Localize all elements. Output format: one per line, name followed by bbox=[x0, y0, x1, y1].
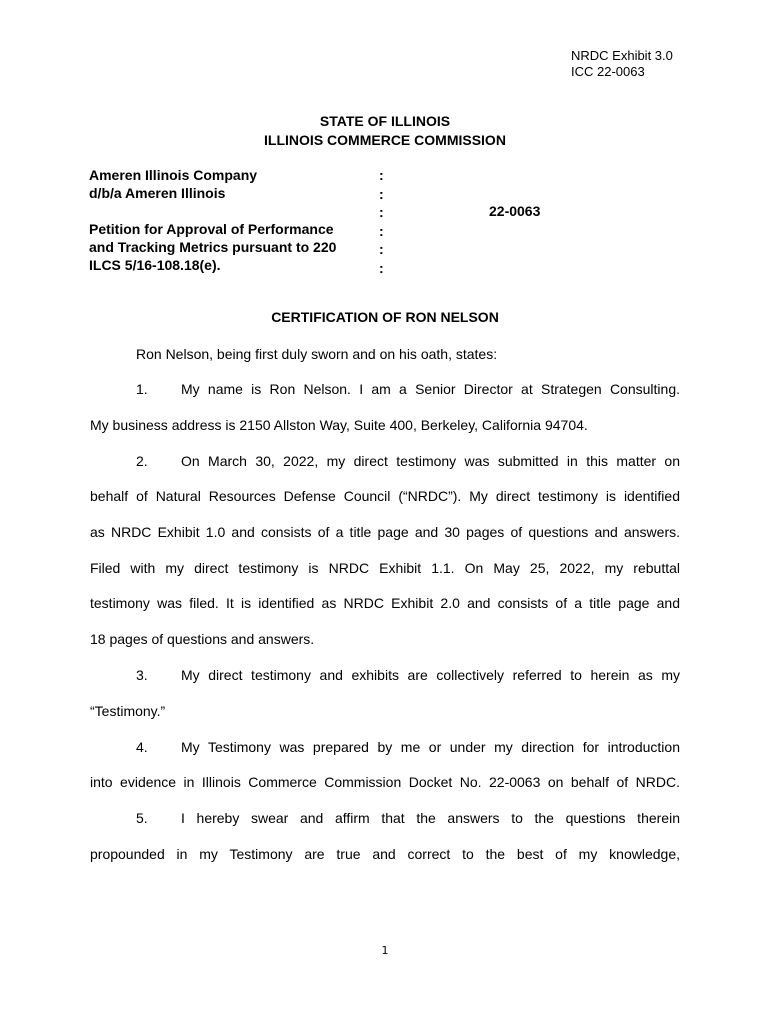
case-caption bbox=[89, 166, 379, 274]
paragraph-number: 5. bbox=[136, 810, 148, 826]
caption-colon: : bbox=[379, 185, 384, 202]
state-heading: STATE OF ILLINOIS bbox=[319, 113, 451, 129]
paragraph-line: My business address is 2150 Allston Way, Suite 400, Berkeley, California 94704. bbox=[90, 417, 588, 433]
paragraph-line: Filed with my direct testimony is NRDC Exhibit 1.1. On May 25, 2022, my rebuttal bbox=[90, 560, 680, 576]
caption-colon: : bbox=[379, 167, 384, 183]
paragraph-line: testimony was filed. It is identified as NRDC Exhibit 2.0 and consists of a title page and bbox=[90, 595, 680, 611]
petition-line: ILCS 5/16-108.18(e). bbox=[89, 257, 221, 273]
caption-colon: : bbox=[379, 222, 384, 239]
paragraph-line: as NRDC Exhibit 1.0 and consists of a title page and 30 pages of questions and answers. bbox=[90, 524, 680, 540]
page-number: 1 bbox=[381, 944, 389, 957]
paragraph-number: 1. bbox=[136, 381, 148, 397]
party-name: Ameren Illinois Company bbox=[89, 167, 258, 183]
caption-colon: : bbox=[379, 259, 384, 276]
paragraph-line: propounded in my Testimony are true and correct to the best of my knowledge, bbox=[90, 846, 680, 862]
exhibit-number: NRDC Exhibit 3.0 bbox=[571, 48, 673, 63]
party-dba: d/b/a Ameren Illinois bbox=[89, 185, 226, 201]
petition-line: Petition for Approval of Performance bbox=[89, 221, 334, 237]
paragraph-line: 18 pages of questions and answers. bbox=[90, 631, 315, 647]
paragraph-number: 3. bbox=[136, 667, 148, 683]
docket-reference: ICC 22-0063 bbox=[571, 64, 645, 79]
certification-title: CERTIFICATION OF RON NELSON bbox=[271, 309, 499, 325]
paragraph-first-line: My direct testimony and exhibits are collectively referred to herein as my bbox=[181, 667, 680, 683]
paragraph-line: into evidence in Illinois Commerce Commission Docket No. 22-0063 on behalf of NRDC. bbox=[90, 774, 680, 790]
paragraph-first-line: I hereby swear and affirm that the answers to the questions therein bbox=[181, 810, 680, 826]
paragraph-first-line: On March 30, 2022, my direct testimony was submitted in this matter on bbox=[181, 453, 680, 469]
caption-colon: : bbox=[379, 241, 384, 257]
paragraph-number: 4. bbox=[136, 739, 148, 755]
paragraph-number: 2. bbox=[136, 453, 148, 469]
caption-colon: : bbox=[379, 204, 384, 220]
caption-divider bbox=[379, 166, 384, 277]
docket-number: 22-0063 bbox=[489, 203, 541, 219]
paragraph-first-line: My Testimony was prepared by me or under my direction for introduction bbox=[181, 739, 680, 755]
paragraph-line: behalf of Natural Resources Defense Council (“NRDC”). My direct testimony is identified bbox=[90, 488, 680, 504]
paragraph-line: “Testimony.” bbox=[90, 703, 166, 719]
commission-heading: ILLINOIS COMMERCE COMMISSION bbox=[264, 132, 506, 148]
paragraph-first-line: My name is Ron Nelson. I am a Senior Director at Strategen Consulting. bbox=[181, 381, 680, 397]
exhibit-label bbox=[571, 48, 673, 80]
petition-line: and Tracking Metrics pursuant to 220 bbox=[89, 239, 337, 255]
intro-line: Ron Nelson, being first duly sworn and on his oath, states: bbox=[136, 346, 498, 362]
